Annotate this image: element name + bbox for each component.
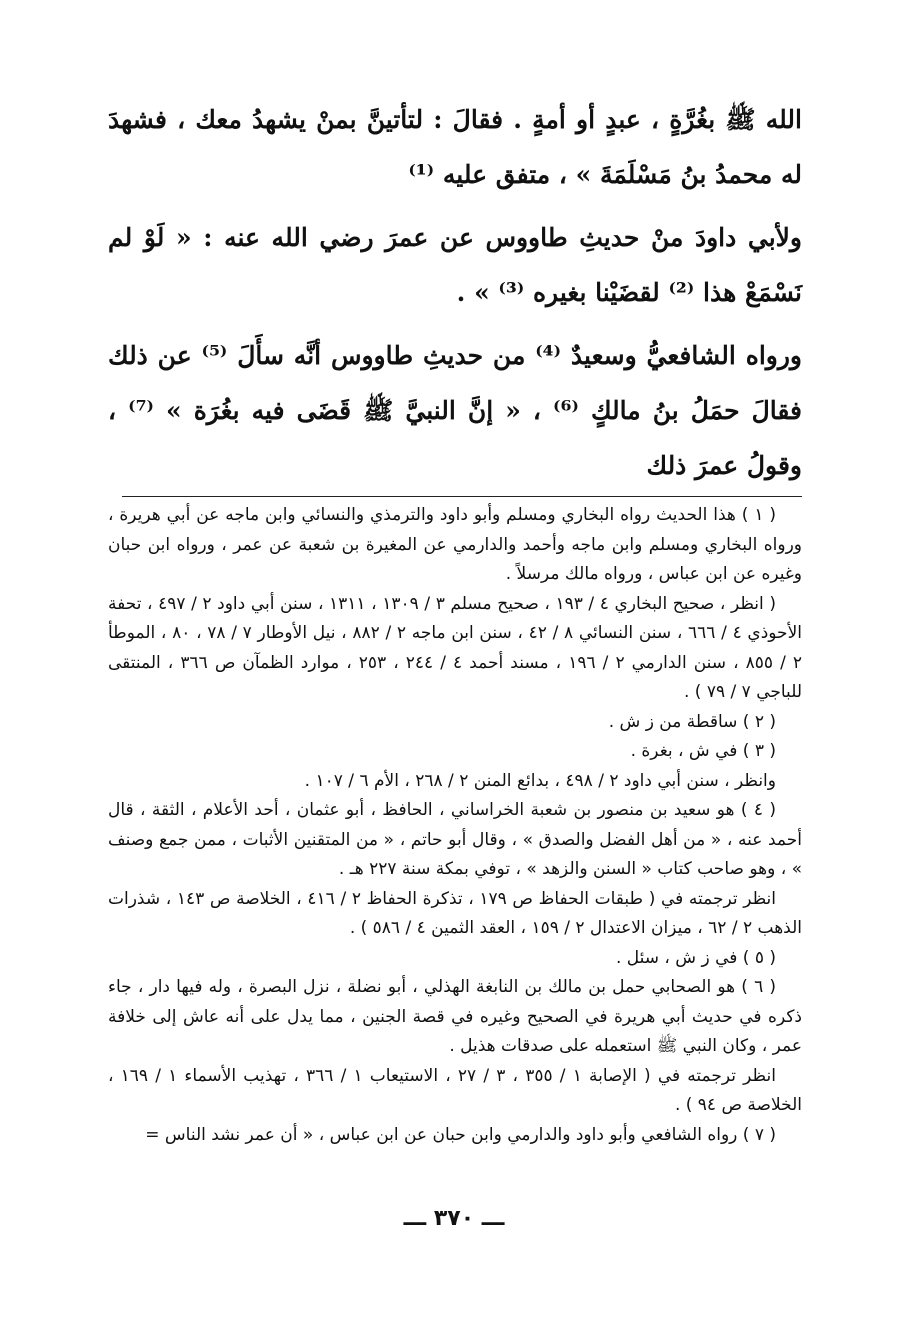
page-body <box>108 92 802 1150</box>
footnote-5: ( ٥ ) في ز ش ، سئل . <box>615 947 776 968</box>
footnote-4: ( ٤ ) هو سعيد بن منصور بن شعبة الخراساني ، الحافظ ، أبو عثمان ، أحد الأعلام ، الثقة ، قال أحمد عنه ، « من أهل الفضل والصدق » ، وقال أبو حاتم ، « من المتقنين الأثبات ، ممن جمع وصنف » ، وهو صاحب كتاب « السنن والزهد » ، توفي بمكة سنة ٢٢٧ هـ . <box>108 800 802 879</box>
footnote-1: ( ١ ) هذا الحديث رواه البخاري ومسلم وأبو داود والترمذي والنسائي وابن ماجه عن أبي هريرة ، ورواه البخاري ومسلم وابن ماجه وأحمد والدارمي عن المغيرة بن شعبة عن عمر ، ورواه ابن حبان وغيره عن ابن عباس ، ورواه مالك مرسلاً . <box>108 505 802 584</box>
main-paragraph-3: ورواه الشافعيُّ وسعيدٌ ⁽⁴⁾ من حديثِ طاووس أنَّه سأَلَ ⁽⁵⁾ عن ذلك فقالَ حمَلُ بنُ مالكٍ ⁽⁶⁾ ، « إنَّ النبيَّ ﷺ قَضَى فيه بغُرَة » ⁽⁷⁾ ، وقولُ عمرَ ذلك <box>108 341 802 480</box>
footnote-3: ( ٣ ) في ش ، بغرة . <box>630 741 776 761</box>
footnote-1-references: ( انظر ، صحيح البخاري ٤ / ١٩٣ ، صحيح مسلم ٣ / ١٣٠٩ ، ١٣١١ ، سنن أبي داود ٢ / ٤٩٧ ، تحفة الأحوذي ٤ / ٦٦٦ ، سنن النسائي ٨ / ٤٢ ، سنن ابن ماجه ٢ / ٨٨٢ ، نيل الأوطار ٧ / ٧٨ ، ٨٠ ، الموطأ ٢ / ٨٥٥ ، سنن الدارمي ٢ / ١٩٦ ، مسند أحمد ٤ / ٢٤٤ ، ٢٥٣ ، موارد الظمآن ص ٣٦٦ ، المنتقى للباجي ٧ / ٧٩ ) . <box>108 593 803 702</box>
footnote-6: ( ٦ ) هو الصحابي حمل بن مالك بن النابغة الهذلي ، أبو نضلة ، نزل البصرة ، وله فيها دار ، جاء ذكره في حديث أبي هريرة في الصحيح وغيره في قصة الجنين ، مما يدل على أنه عاش إلى خلافة عمر ، وكان النبي ﷺ استعمله على صدقات هذيل . <box>108 977 802 1056</box>
main-paragraph-1: الله ﷺ بغُرَّةٍ ، عبدٍ أو أمةٍ . فقالَ : لتأتينَّ بمنْ يشهدُ معك ، فشهدَ له محمدُ بنُ مَسْلَمَةَ » ، متفق عليه ⁽¹⁾ <box>108 105 802 189</box>
footnote-7: ( ٧ ) رواه الشافعي وأبو داود والدارمي وابن حبان عن ابن عباس ، « أن عمر نشد الناس = <box>145 1124 776 1145</box>
footnote-2: ( ٢ ) ساقطة من ز ش . <box>608 711 776 732</box>
footnote-6-references: انظر ترجمته في ( الإصابة ١ / ٣٥٥ ، ٣ / ٢٧ ، الاستيعاب ١ / ٣٦٦ ، تهذيب الأسماء ١ / ١٦٩ ، الخلاصة ص ٩٤ ) . <box>108 1065 802 1115</box>
main-text <box>108 92 802 493</box>
page-number: ـــ ٣٧٠ ـــ <box>403 1206 505 1231</box>
footnotes <box>108 501 802 1150</box>
footnote-3-references: وانظر ، سنن أبي داود ٢ / ٤٩٨ ، بدائع المنن ٢ / ٢٦٨ ، الأم ٦ / ١٠٧ . <box>304 770 776 791</box>
footnote-4-references: انظر ترجمته في ( طبقات الحفاظ ص ١٧٩ ، تذكرة الحفاظ ٢ / ٤١٦ ، الخلاصة ص ١٤٣ ، شذرات الذهب ٢ / ٦٢ ، ميزان الاعتدال ٢ / ١٥٩ ، العقد الثمين ٤ / ٥٨٦ ) . <box>108 888 802 938</box>
main-paragraph-2: ولأبي داودَ منْ حديثِ طاووس عن عمرَ رضي الله عنه : « لَوْ لم نَسْمَعْ هذا ⁽²⁾ لقضَيْنا بغيره ⁽³⁾ » . <box>108 223 802 307</box>
footnote-separator <box>122 496 802 497</box>
